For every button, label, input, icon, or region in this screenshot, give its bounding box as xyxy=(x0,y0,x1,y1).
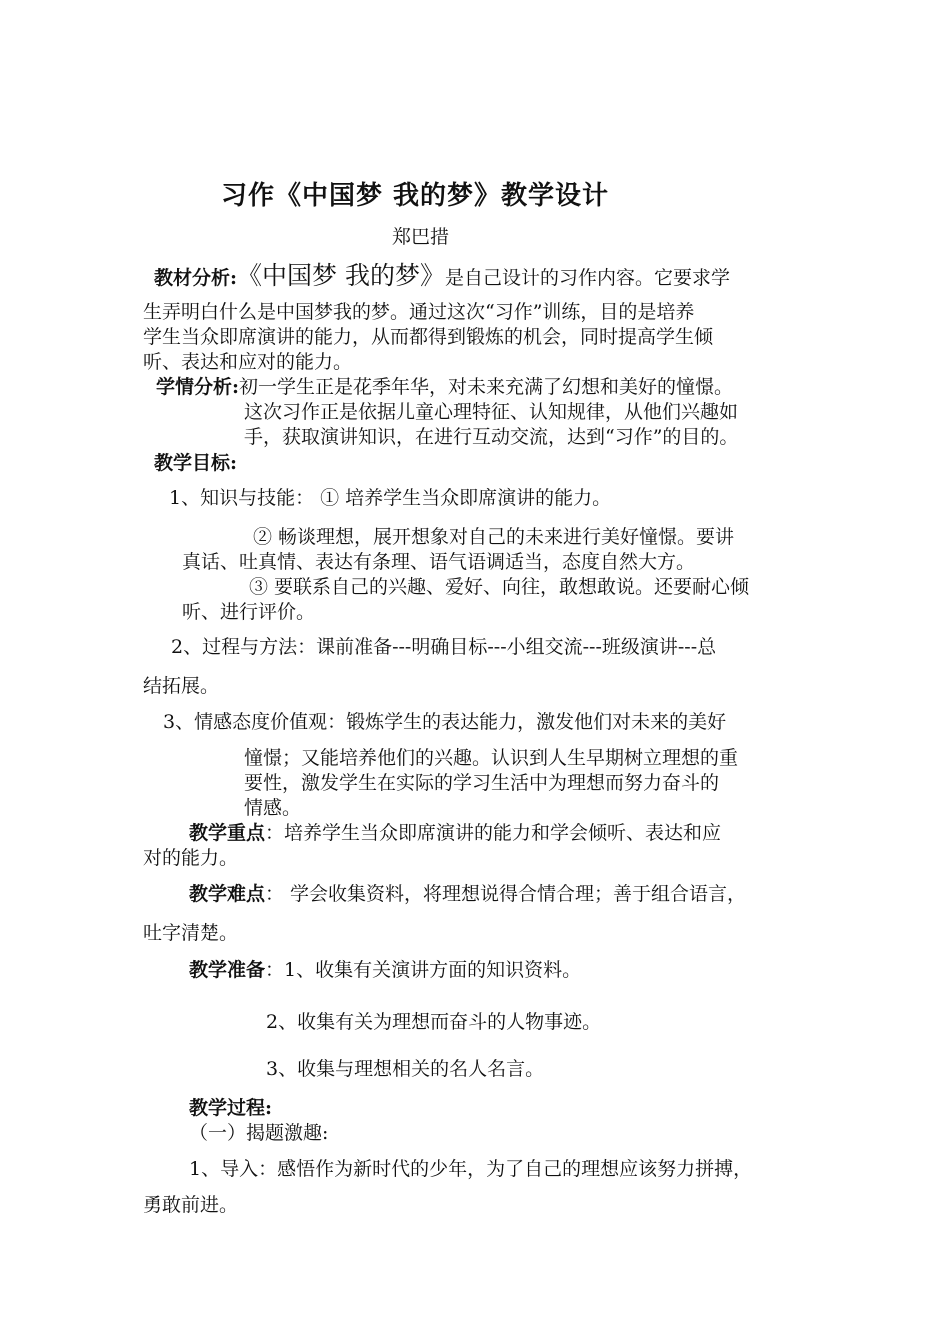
list-item: 2、收集有关为理想而奋斗的人物事迹。 xyxy=(266,1011,602,1033)
list-item: 3、收集与理想相关的名人名言。 xyxy=(266,1058,545,1080)
section-label: 教学重点 xyxy=(189,822,266,844)
text-line: 学生当众即席演讲的能力，从而都得到锻炼的机会，同时提高学生倾 xyxy=(143,326,714,348)
text-line: 听、表达和应对的能力。 xyxy=(143,351,353,373)
page-title: 习作《中国梦 我的梦》教学设计 xyxy=(221,181,610,211)
text-line: 要性，激发学生在实际的学习生活中为理想而努力奋斗的 xyxy=(244,772,720,794)
section-label: 教材分析: xyxy=(154,267,238,289)
text-line: 结拓展。 xyxy=(143,675,220,697)
section-label: 教学难点 xyxy=(189,883,266,905)
author: 郑巴措 xyxy=(392,226,450,248)
text-line: 1、知识与技能： ① 培养学生当众即席演讲的能力。 xyxy=(169,487,612,509)
text-line: 情感。 xyxy=(244,797,302,819)
quote: 《中国梦 我的梦》 xyxy=(237,261,445,290)
text-line: ③ 要联系自己的兴趣、爱好、向往，敢想敢说。还要耐心倾 xyxy=(249,576,750,598)
text-line: 吐字清楚。 xyxy=(143,922,239,944)
text-line: 憧憬；又能培养他们的兴趣。认识到人生早期树立理想的重 xyxy=(244,747,739,769)
text-line: 是自己设计的习作内容。它要求学 xyxy=(444,267,730,289)
text-line: 1、导入：感悟作为新时代的少年，为了自己的理想应该努力拼搏， xyxy=(189,1158,753,1180)
section-label: 教学准备 xyxy=(189,959,266,981)
text-line: 初一学生正是花季年华，对未来充满了幻想和美好的憧憬。 xyxy=(239,376,734,398)
text-line: 听、进行评价。 xyxy=(182,601,316,623)
text-line: 2、过程与方法：课前准备---明确目标---小组交流---班级演讲---总 xyxy=(171,636,717,658)
text-line: ② 畅谈理想，展开想象对自己的未来进行美好憧憬。要讲 xyxy=(253,526,735,548)
text-line: ：培养学生当众即席演讲的能力和学会倾听、表达和应 xyxy=(265,822,722,844)
text-line: 对的能力。 xyxy=(143,847,239,869)
section-label: 教学目标: xyxy=(154,452,238,474)
list-item: ：1、收集有关演讲方面的知识资料。 xyxy=(265,959,582,981)
section-label: 学情分析: xyxy=(156,376,240,398)
section-label: 教学过程: xyxy=(189,1097,273,1119)
text-line: 生弄明白什么是中国梦我的梦。通过这次“习作”训练，目的是培养 xyxy=(143,301,695,323)
text-line: 这次习作正是依据儿童心理特征、认知规律，从他们兴趣如 xyxy=(244,401,739,423)
text-line: ： 学会收集资料，将理想说得合情合理；善于组合语言， xyxy=(265,883,747,905)
subsection-heading: （一）揭题激趣: xyxy=(189,1122,329,1144)
text-line: 手，获取演讲知识，在进行互动交流，达到“习作”的目的。 xyxy=(244,426,739,448)
text-line: 3、情感态度价值观：锻炼学生的表达能力，激发他们对未来的美好 xyxy=(163,711,727,733)
text-line: 真话、吐真情、表达有条理、语气语调适当，态度自然大方。 xyxy=(182,551,696,573)
text-line: 勇敢前进。 xyxy=(143,1194,239,1216)
